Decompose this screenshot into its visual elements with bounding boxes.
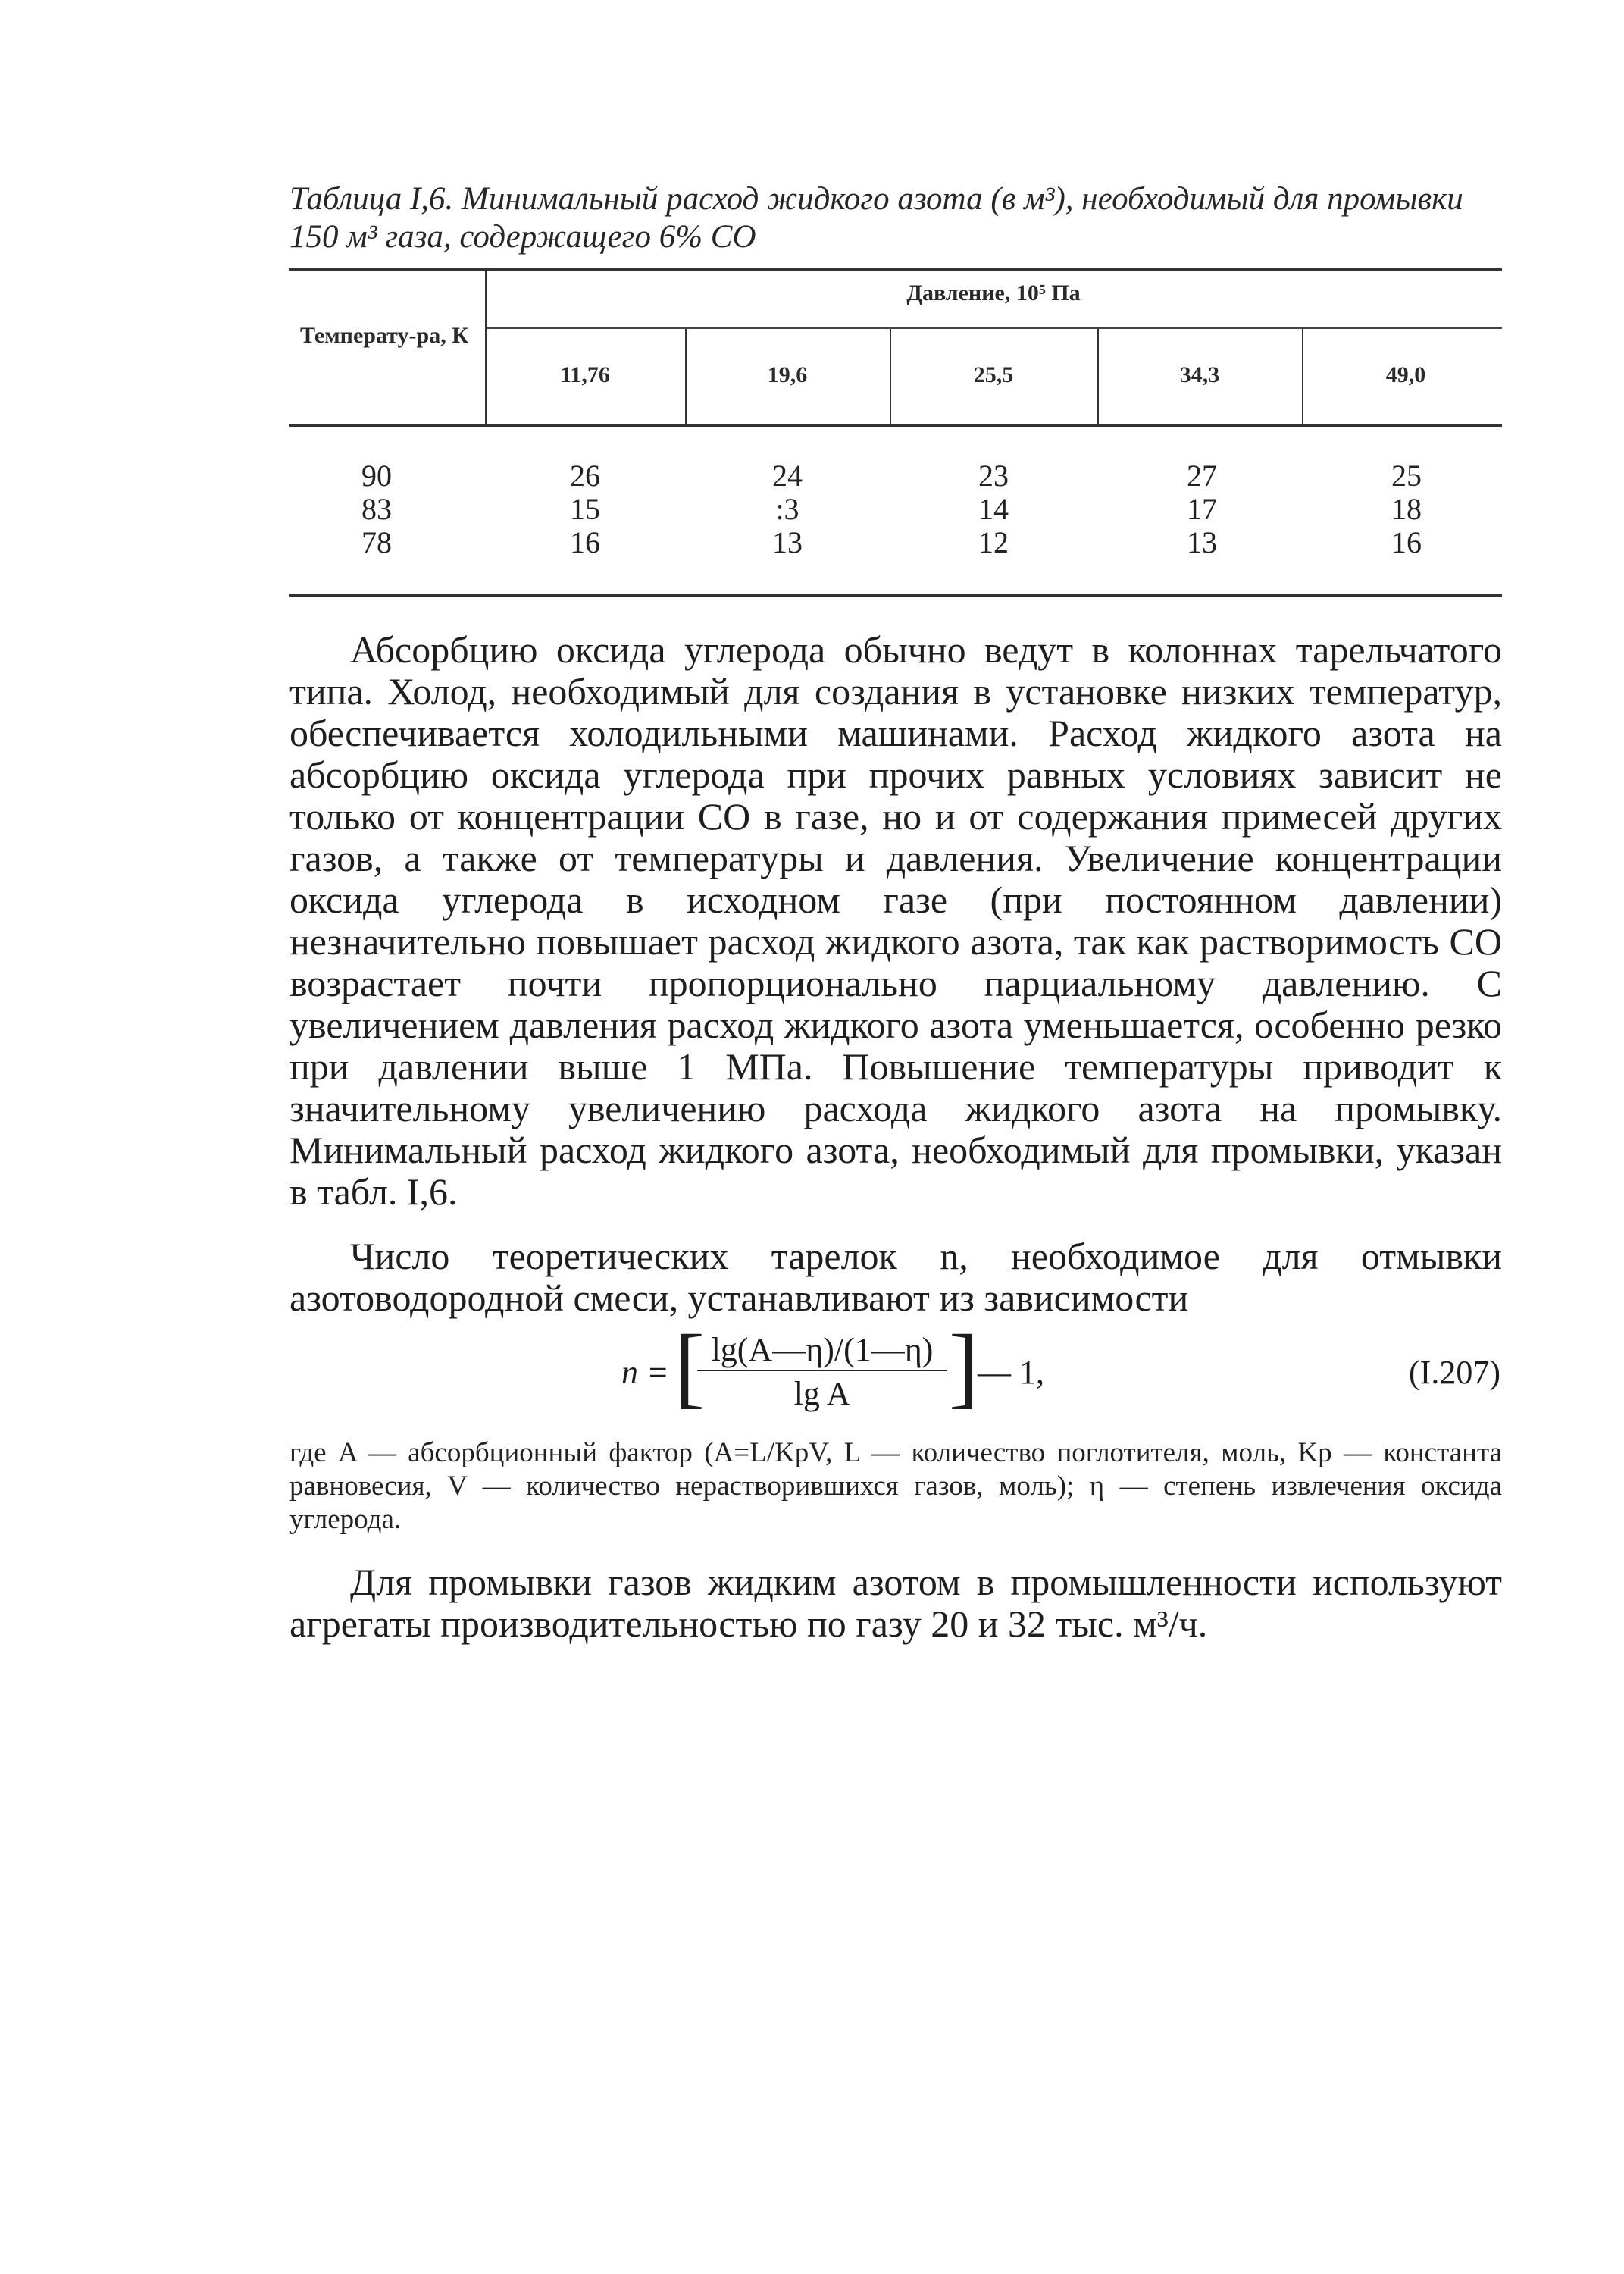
row-header: Температу-ра, К xyxy=(300,323,468,348)
col-divider-4 xyxy=(1302,329,1303,424)
table-caption: Таблица I,6. Минимальный расход жидкого азота (в м³), необходимый для промывки 150 м³ газа, содержащего 6% СО xyxy=(289,181,1463,255)
equation-number: (I.207) xyxy=(1409,1354,1500,1391)
header-bottom-rule xyxy=(289,424,1502,427)
temperature-cell: 83 xyxy=(361,492,392,526)
table-cell: 23 xyxy=(978,459,1009,493)
table-cell: 15 xyxy=(570,492,600,526)
temperature-cell: 78 xyxy=(361,525,392,559)
table-cell: 24 xyxy=(772,459,803,493)
table-cell: 12 xyxy=(978,525,1009,559)
paragraph-3: Для промывки газов жидким азотом в промышленности используют агрегаты производительностью по газу 20 и 32 тыс. м³/ч. xyxy=(289,1561,1502,1645)
table-cell: 13 xyxy=(772,525,803,559)
formula-denominator: lg A xyxy=(793,1375,851,1412)
formula-lhs: n = xyxy=(621,1354,669,1391)
right-bracket: ] xyxy=(949,1316,979,1417)
pressure-header: 19,6 xyxy=(767,362,808,387)
col-divider-1 xyxy=(685,329,687,424)
left-bracket: [ xyxy=(674,1316,705,1417)
paragraph-2: Число теоретических тарелок n, необходимое для отмывки азотоводородной смеси, устанавливают из зависимости xyxy=(289,1235,1502,1319)
table-cell: 26 xyxy=(570,459,600,493)
table-cell: 14 xyxy=(978,492,1009,526)
table-cell: 18 xyxy=(1391,492,1422,526)
table-top-rule xyxy=(289,268,1502,271)
formula-i207 xyxy=(621,1316,1500,1421)
group-header-rule xyxy=(485,327,1502,329)
table-cell: 25 xyxy=(1391,459,1422,493)
table-cell: 16 xyxy=(570,525,600,559)
group-header: Давление, 10⁵ Па xyxy=(906,280,1081,305)
formula-numerator: lg(A—η)/(1—η) xyxy=(711,1331,934,1368)
fraction-line xyxy=(697,1370,947,1371)
pressure-header: 25,5 xyxy=(973,362,1014,387)
table-cell: 16 xyxy=(1391,525,1422,559)
col-divider-3 xyxy=(1097,329,1099,424)
paragraph-1: Абсорбцию оксида углерода обычно ведут в колоннах тарельчатого типа. Холод, необходимый для создания в установке низких температур, обеспечивается холодильными машинами. Расход жидкого азота на абсорбцию оксида углерода при прочих равных условиях зависит не только от концентрации СО в газе, но и от содержания примесей других газов, а также от температуры и давления. Увеличение концентрации оксида углерода в исходном газе (при постоянном давлении) незначительно повышает расход жидкого азота, так как растворимость СО возрастает почти пропорционально парциальному давлению. С увеличением давления расход жидкого азота уменьшается, особенно резко при давлении выше 1 МПа. Повышение температуры приводит к значительному увеличению расхода жидкого азота на промывку. Минимальный расход жидкого азота, необходимый для промывки, указан в табл. I,6. xyxy=(289,628,1502,1213)
pressure-header: 34,3 xyxy=(1179,362,1220,387)
table-cell: :3 xyxy=(775,492,799,526)
table-cell: 17 xyxy=(1187,492,1217,526)
table-bottom-rule xyxy=(289,594,1502,597)
col-divider-2 xyxy=(890,329,891,424)
formula-tail: — 1, xyxy=(978,1354,1044,1391)
formula-explanation: где A — абсорбционный фактор (A=L/KрV, L — количество поглотителя, моль, Kр — константа равновесия, V — количество нерастворившихся газов, моль); η — степень извлечения оксида углерода. xyxy=(289,1437,1502,1535)
pressure-header: 49,0 xyxy=(1385,362,1426,387)
table-cell: 13 xyxy=(1187,525,1217,559)
table-cell: 27 xyxy=(1187,459,1217,493)
pressure-header: 11,76 xyxy=(560,362,610,387)
temperature-cell: 90 xyxy=(361,459,392,493)
